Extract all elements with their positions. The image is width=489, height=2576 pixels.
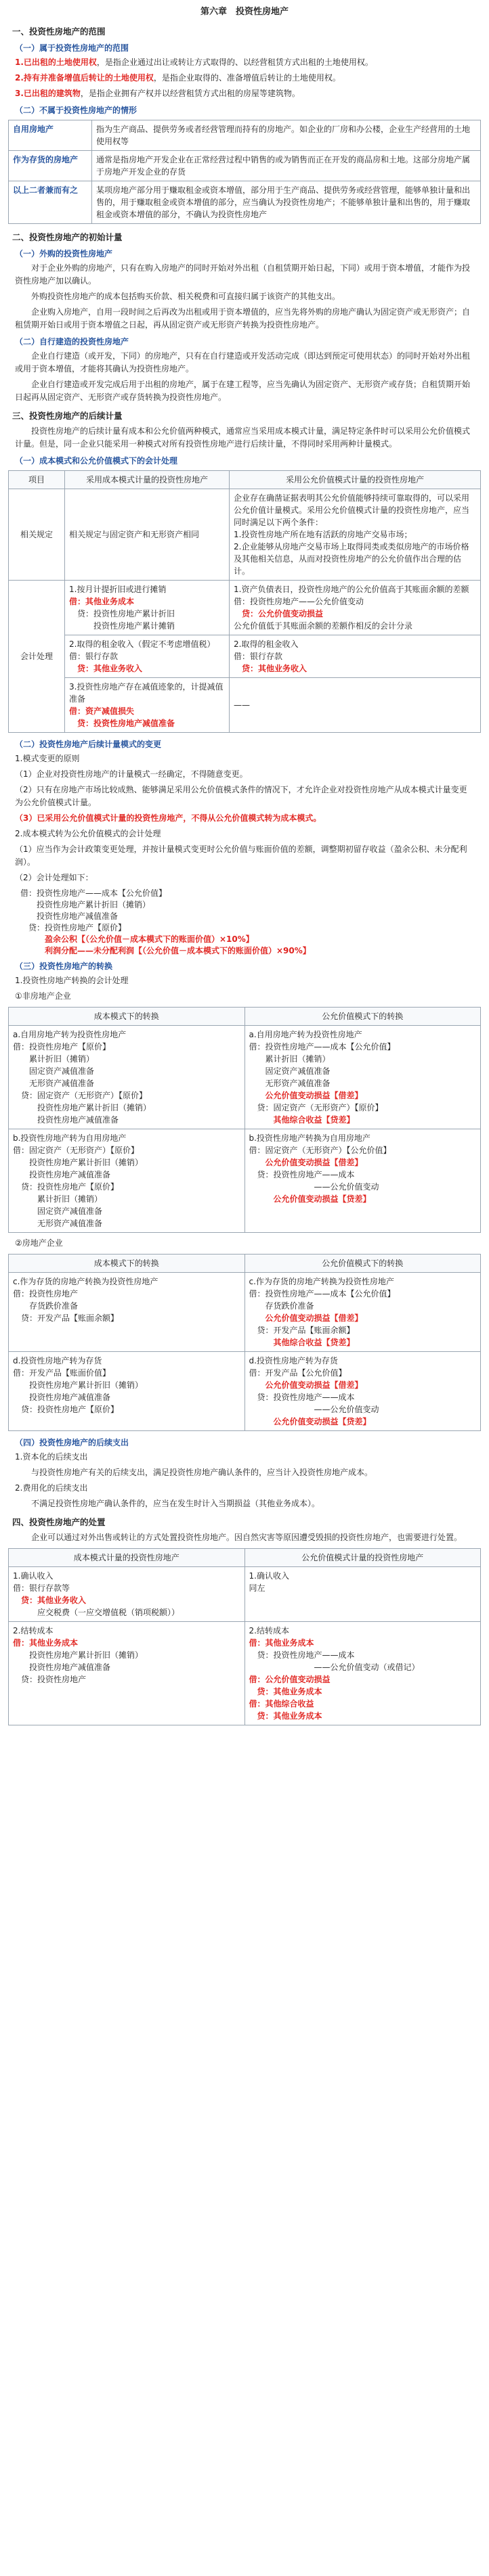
cell-line: 公允价值低于其账面余额的差额作相反的会计分录 (234, 621, 413, 631)
cell-line: 投资性房地产累计折旧（摊销） (13, 1158, 144, 1167)
cell-line: 3.投资性房地产存在减值迹象的，计提减值准备 (69, 682, 224, 704)
cell-line: 企业存在确凿证据表明其公允价值能够持续可靠取得的，可以采用公允价值计量模式。采用公允价值模式计量的投资性房地产，应当同时满足以下两个条件： (234, 493, 470, 527)
cell-line: 其他综合收益【贷差】 (249, 1115, 355, 1125)
cell-line: 借：银行存款 (69, 652, 119, 661)
cell-line: 借：其他业务成本 (249, 1638, 314, 1648)
cell-line: 1.投资性房地产所在地有活跃的房地产交易市场； (234, 530, 412, 539)
cell-line: 借：其他业务成本 (13, 1638, 79, 1648)
table-cell (9, 1026, 245, 1129)
cell-line: 无形资产减值准备 (13, 1219, 103, 1228)
cell-line: 贷：其他业务收入 (234, 664, 307, 673)
cell-line: 借：银行存款 (234, 652, 283, 661)
table-cell-label: 以上二者兼而有之 (9, 181, 92, 224)
table-header: 项目 (9, 471, 65, 489)
cell-line: 公允价值变动损益【借差】 (249, 1158, 363, 1167)
paragraph: 企业可以通过对外出售或转让的方式处置投资性房地产。因自然灾害等原因遭受毁损的投资性房地产，也需要进行处置。 (31, 1533, 463, 1542)
paragraph: 外购投资性房地产的成本包括购买价款、相关税费和可直接归属于该资产的其他支出。 (31, 292, 341, 301)
cell-line: ——公允价值变动 (249, 1182, 379, 1192)
cell-line: 贷：其他业务成本 (249, 1711, 322, 1721)
table-cell: 通常是指房地产开发企业在正常经营过程中销售的或为销售而正在开发的商品房和土地。这部分房地产属于房地产开发企业的存货 (92, 151, 481, 181)
paragraph: （1）应当作为会计政策变更处理，并按计量模式变更时公允价值与账面价值的差额，调整期初留存收益（盈余公积、未分配利润）。 (15, 844, 467, 867)
cell-line: b.投资性房地产转换为自用房地产 (249, 1133, 370, 1143)
section-heading: 三、投资性房地产的后续计量 (12, 411, 123, 421)
table-header-row (9, 1549, 481, 1567)
table-row (9, 1567, 481, 1622)
table-cell: 相关规定与固定资产和无形资产相同 (65, 489, 230, 581)
subsection-heading: （二）投资性房地产后续计量模式的变更 (15, 740, 162, 749)
range-item-emph: 3.已出租的建筑物 (15, 89, 81, 98)
table-header-row (9, 471, 481, 489)
cell-line: 贷：投资性房地产——成本 (249, 1650, 355, 1660)
conversion-table-realestate (8, 1254, 481, 1431)
section-heading: 一、投资性房地产的范围 (12, 26, 106, 37)
paragraph: 企业自行建造或开发完成后用于出租的房地产，属于在建工程等，应当先确认为固定资产、无形资产或存货；自租赁期开始日起再从固定资产、无形资产或存货转换为投资性房地产。 (15, 380, 471, 402)
disposal-table (8, 1548, 481, 1725)
cell-line: 贷：其他业务收入 (13, 1596, 87, 1605)
paragraph: 企业自行建造（或开发，下同）的房地产，只有在自行建造或开发活动完成（即达到预定可使用状态）的同时开始对外出租或用于资本增值，才能将其确认为投资性房地产。 (15, 351, 471, 374)
range-item-emph: 1.已出租的土地使用权 (15, 58, 97, 67)
cell-line: 贷：投资性房地产【原价】 (13, 1405, 119, 1414)
table-row (9, 1622, 481, 1725)
entry-line: 贷：投资性房地产【原价】 (20, 923, 127, 932)
subsection-heading: （二）自行建造的投资性房地产 (15, 337, 129, 346)
table-header-row (9, 1255, 481, 1273)
cell-line: 公允价值变动损益【借差】 (249, 1091, 363, 1100)
cell-line: 借：其他业务成本 (69, 597, 135, 606)
entry-line: 投资性房地产累计折旧（摊销） (20, 900, 151, 909)
cell-line: 2.取得的租金收入（假定不考虑增值税） (69, 639, 215, 649)
table-cell (230, 635, 481, 678)
cell-line: 累计折旧（摊销） (249, 1054, 331, 1064)
cell-line: 借：开发产品【公允价值】 (249, 1368, 347, 1378)
cell-line: 累计折旧（摊销） (13, 1054, 95, 1064)
table-row (9, 1273, 481, 1352)
table-cell: —— (230, 678, 481, 733)
cell-line: 投资性房地产减值准备 (13, 1663, 111, 1672)
cell-line: 借：固定资产（无形资产）【原价】 (13, 1146, 140, 1155)
cell-line: 贷：投资性房地产减值准备 (69, 719, 175, 728)
cell-line: 借：投资性房地产 (13, 1289, 79, 1298)
cell-line: 贷：固定资产（无形资产）【原价】 (13, 1091, 148, 1100)
cell-line: 1.确认收入 (13, 1571, 54, 1581)
table-header: 成本模式下的转换 (9, 1008, 245, 1026)
cell-line: 公允价值变动损益【贷差】 (249, 1194, 371, 1204)
table-cell (230, 489, 481, 581)
cell-line: 存货跌价准备 (249, 1301, 314, 1311)
cell-line: 投资性房地产减值准备 (13, 1115, 119, 1125)
cell-line: b.投资性房地产转为自用房地产 (13, 1133, 127, 1143)
entry-line: 盈余公积【（公允价值－成本模式下的账面价值）×10%】 (20, 934, 254, 944)
cell-line: 投资性房地产累计摊销 (69, 621, 175, 631)
cell-line: 投资性房地产累计折旧（摊销） (13, 1650, 144, 1660)
subsection-heading: （一）外购的投资性房地产 (15, 249, 113, 258)
cell-line: 投资性房地产减值准备 (13, 1170, 111, 1179)
cell-line: 1.按月计提折旧或进行摊销 (69, 585, 167, 594)
table-cell (9, 1567, 245, 1622)
cell-line: 公允价值变动损益【借差】 (249, 1313, 363, 1323)
cell-line: 贷：固定资产（无形资产）【原价】 (249, 1103, 383, 1112)
table-cell (244, 1129, 481, 1233)
table-cell: 某项房地产部分用于赚取租金或资本增值，部分用于生产商品、提供劳务或经营管理，能够单独计量和出售的，用于赚取租金或资本增值的部分，应当确认为投资性房地产；不能够单独计量和出售的，用于赚取租金或资本增值的部分，不确认为投资性房地产 (92, 181, 481, 224)
paragraph: ①非房地产企业 (15, 991, 71, 1001)
entry-line: 投资性房地产减值准备 (20, 911, 119, 921)
paragraph: 1.模式变更的原则 (15, 754, 80, 763)
cell-line: 贷：投资性房地产——成本 (249, 1393, 355, 1402)
cell-line: 借：投资性房地产——成本【公允价值】 (249, 1042, 396, 1052)
journal-entry (0, 886, 489, 957)
table-cell (230, 581, 481, 635)
cell-line: d.投资性房地产转为存货 (13, 1356, 102, 1365)
range-item (0, 86, 489, 101)
paragraph: ②房地产企业 (15, 1238, 63, 1248)
cell-line: 2.结转成本 (13, 1626, 54, 1635)
table-cell (65, 581, 230, 635)
table-header: 成本模式下的转换 (9, 1255, 245, 1273)
paragraph: 1.资本化的后续支出 (15, 1452, 88, 1462)
cell-line: 2.结转成本 (249, 1626, 289, 1635)
cell-line: 贷：开发产品【账面余额】 (13, 1313, 119, 1323)
range-item-text: ，是指企业拥有产权并以经营租赁方式出租的房屋等建筑物。 (80, 89, 300, 98)
entry-line: 借：投资性房地产——成本【公允价值】 (20, 888, 167, 898)
cell-line: 无形资产减值准备 (249, 1079, 331, 1088)
range-item-emph: 2.持有并准备增值后转让的土地使用权 (15, 73, 154, 83)
table-row (9, 1026, 481, 1129)
table-cell-label: 相关规定 (9, 489, 65, 581)
range-item (0, 70, 489, 86)
cell-line: 贷：公允价值变动损益 (234, 609, 324, 618)
cell-line: 应交税费（一应交增值税（销项税额）） (13, 1608, 180, 1617)
cell-line: 借：投资性房地产——成本【公允价值】 (249, 1289, 396, 1298)
cell-line: 固定资产减值准备 (249, 1066, 331, 1076)
cell-line: 公允价值变动损益【借差】 (249, 1380, 363, 1390)
table-cell (9, 1129, 245, 1233)
cell-line: 投资性房地产减值准备 (13, 1393, 111, 1402)
table-row (9, 489, 481, 581)
cell-line: ——公允价值变动（或借记） (249, 1663, 420, 1672)
range-item-text: ，是指企业取得的、准备增值后转让的土地使用权。 (153, 73, 341, 83)
cell-line: 借：开发产品【账面价值】 (13, 1368, 111, 1378)
table-cell (244, 1352, 481, 1431)
table-row (9, 120, 481, 151)
table-cell (244, 1567, 481, 1622)
table-cell (9, 1273, 245, 1352)
cell-line: 公允价值变动损益【贷差】 (249, 1417, 371, 1426)
table-header: 公允价值模式下的转换 (244, 1255, 481, 1273)
section-heading: 四、投资性房地产的处置 (12, 1517, 106, 1527)
cell-line: 存货跌价准备 (13, 1301, 79, 1311)
cell-line: 借：投资性房地产——公允价值变动 (234, 597, 364, 606)
cell-line: 贷：开发产品【账面余额】 (249, 1326, 355, 1335)
cell-line: c.作为存货的房地产转换为投资性房地产 (249, 1277, 394, 1286)
cell-line: d.投资性房地产转为存货 (249, 1356, 338, 1365)
paragraph: （2）会计处理如下： (15, 873, 93, 882)
range-item-text: ，是指企业通过出让或转让方式取得的、以经营租赁方式出租的土地使用权。 (96, 58, 373, 67)
cell-line: 借：公允价值变动损益 (249, 1675, 331, 1684)
cell-line: 借：投资性房地产【原价】 (13, 1042, 111, 1052)
paragraph: 投资性房地产的后续计量有成本和公允价值两种模式，通常应当采用成本模式计量，满足特定条件时可以采用公允价值模式计量。但是，同一企业只能采用一种模式对所有投资性房地产进行后续计量，不得同时采用两种计量模式。 (15, 426, 471, 449)
cell-line: 借：资产减值损失 (69, 706, 135, 716)
paragraph: 不满足投资性房地产确认条件的，应当在发生时计入当期损益（其他业务成本）。 (31, 1499, 320, 1508)
cell-line: 贷：投资性房地产累计折旧 (69, 609, 175, 618)
cell-line: 借：固定资产（无形资产）【公允价值】 (249, 1146, 391, 1155)
cell-line: 借：银行存款等 (13, 1583, 70, 1593)
table-header: 采用成本模式计量的投资性房地产 (65, 471, 230, 489)
table-cell (65, 635, 230, 678)
cell-line: 贷：投资性房地产【原价】 (13, 1182, 119, 1192)
cell-line: 固定资产减值准备 (13, 1066, 95, 1076)
subsection-heading: （四）投资性房地产的后续支出 (15, 1438, 129, 1447)
table-cell-label: 自用房地产 (9, 120, 92, 151)
table-cell (9, 1622, 245, 1725)
paragraph: （2）只有在房地产市场比较成熟、能够满足采用公允价值模式条件的情况下，才允许企业对投资性房地产从成本模式计量变更为公允价值模式计量。 (15, 785, 467, 807)
paragraph: 1.投资性房地产转换的会计处理 (15, 976, 129, 985)
cell-line: a.自用房地产转为投资性房地产 (13, 1030, 127, 1039)
cell-line: c.作为存货的房地产转换为投资性房地产 (13, 1277, 158, 1286)
cell-line: 1.资产负债表日，投资性房地产的公允价值高于其账面余额的差额 (234, 585, 469, 594)
table-header: 采用公允价值模式计量的投资性房地产 (230, 471, 481, 489)
cell-line: 其他综合收益【贷差】 (249, 1338, 355, 1347)
paragraph: 企业购入房地产，自用一段时间之后再改为出租或用于资本增值的，应当先将外购的房地产确认为固定资产或无形资产；自租赁期开始日或用于资本增值之日起，再从固定资产或无形资产转换为投资性房地产。 (15, 307, 471, 330)
table-row (9, 1352, 481, 1431)
cell-line: 累计折旧（摊销） (13, 1194, 103, 1204)
table-cell (9, 1352, 245, 1431)
table-row (9, 181, 481, 224)
table-row (9, 151, 481, 181)
paragraph: （3）已采用公允价值模式计量的投资性房地产，不得从公允价值模式转为成本模式。 (15, 813, 322, 823)
cell-line: 贷：其他业务收入 (69, 664, 143, 673)
range-item (0, 55, 489, 70)
cell-line: a.自用房地产转为投资性房地产 (249, 1030, 362, 1039)
paragraph: （1）企业对投资性房地产的计量模式一经确定，不得随意变更。 (15, 769, 248, 779)
table-cell (244, 1026, 481, 1129)
exclusion-table (8, 120, 481, 224)
cell-line: 无形资产减值准备 (13, 1079, 95, 1088)
cell-line: 借：其他综合收益 (249, 1699, 314, 1709)
paragraph: 2.成本模式转为公允价值模式的会计处理 (15, 829, 161, 838)
table-cell (65, 678, 230, 733)
table-cell: 指为生产商品、提供劳务或者经营管理而持有的房地产。如企业的厂房和办公楼，企业生产经营用的土地使用权等 (92, 120, 481, 151)
cell-line: 贷：投资性房地产——成本 (249, 1170, 355, 1179)
cell-line: 贷：投资性房地产 (13, 1675, 87, 1684)
table-row (9, 678, 481, 733)
table-cell (244, 1273, 481, 1352)
paragraph: 对于企业外购的房地产，只有在购入房地产的同时开始对外出租（自租赁期开始日起，下同）或用于资本增值，才能作为投资性房地产加以确认。 (15, 263, 471, 286)
paragraph: 2.费用化的后续支出 (15, 1483, 88, 1493)
cell-line: 固定资产减值准备 (13, 1206, 103, 1216)
table-header-row (9, 1008, 481, 1026)
measurement-table (8, 470, 481, 733)
table-row (9, 1129, 481, 1233)
table-header: 成本模式计量的投资性房地产 (9, 1549, 245, 1567)
cell-line: 贷：其他业务成本 (249, 1687, 322, 1696)
subsection-heading: （二）不属于投资性房地产的情形 (15, 106, 137, 115)
page-title: 第六章 投资性房地产 (200, 7, 289, 17)
entry-line: 利润分配——未分配利润【（公允价值－成本模式下的账面价值）×90%】 (20, 946, 311, 955)
table-row (9, 635, 481, 678)
cell-line: 2.企业能够从房地产交易市场上取得同类或类似房地产的市场价格及其他相关信息，从而对投资性房地产的公允价值作出合理的估计。 (234, 542, 469, 576)
table-header: 公允价值模式下的转换 (244, 1008, 481, 1026)
section-heading: 二、投资性房地产的初始计量 (12, 232, 123, 242)
paragraph: 与投资性房地产有关的后续支出，满足投资性房地产确认条件的，应当计入投资性房地产成本。 (31, 1468, 373, 1477)
table-cell (244, 1622, 481, 1725)
table-header: 公允价值模式计量的投资性房地产 (244, 1549, 481, 1567)
table-row (9, 581, 481, 635)
subsection-heading: （一）成本模式和公允价值模式下的会计处理 (15, 456, 178, 466)
conversion-table-nonrealestate (8, 1007, 481, 1233)
cell-line: 1.确认收入 (249, 1571, 289, 1581)
cell-line: 同左 (249, 1583, 265, 1593)
cell-line: ——公允价值变动 (249, 1405, 379, 1414)
cell-line: 投资性房地产累计折旧（摊销） (13, 1103, 152, 1112)
subsection-heading: （一）属于投资性房地产的范围 (15, 43, 129, 53)
cell-line: 投资性房地产累计折旧（摊销） (13, 1380, 144, 1390)
table-cell-label: 会计处理 (9, 581, 65, 733)
cell-line: 2.取得的租金收入 (234, 639, 299, 649)
table-cell-label: 作为存货的房地产 (9, 151, 92, 181)
subsection-heading: （三）投资性房地产的转换 (15, 962, 113, 971)
